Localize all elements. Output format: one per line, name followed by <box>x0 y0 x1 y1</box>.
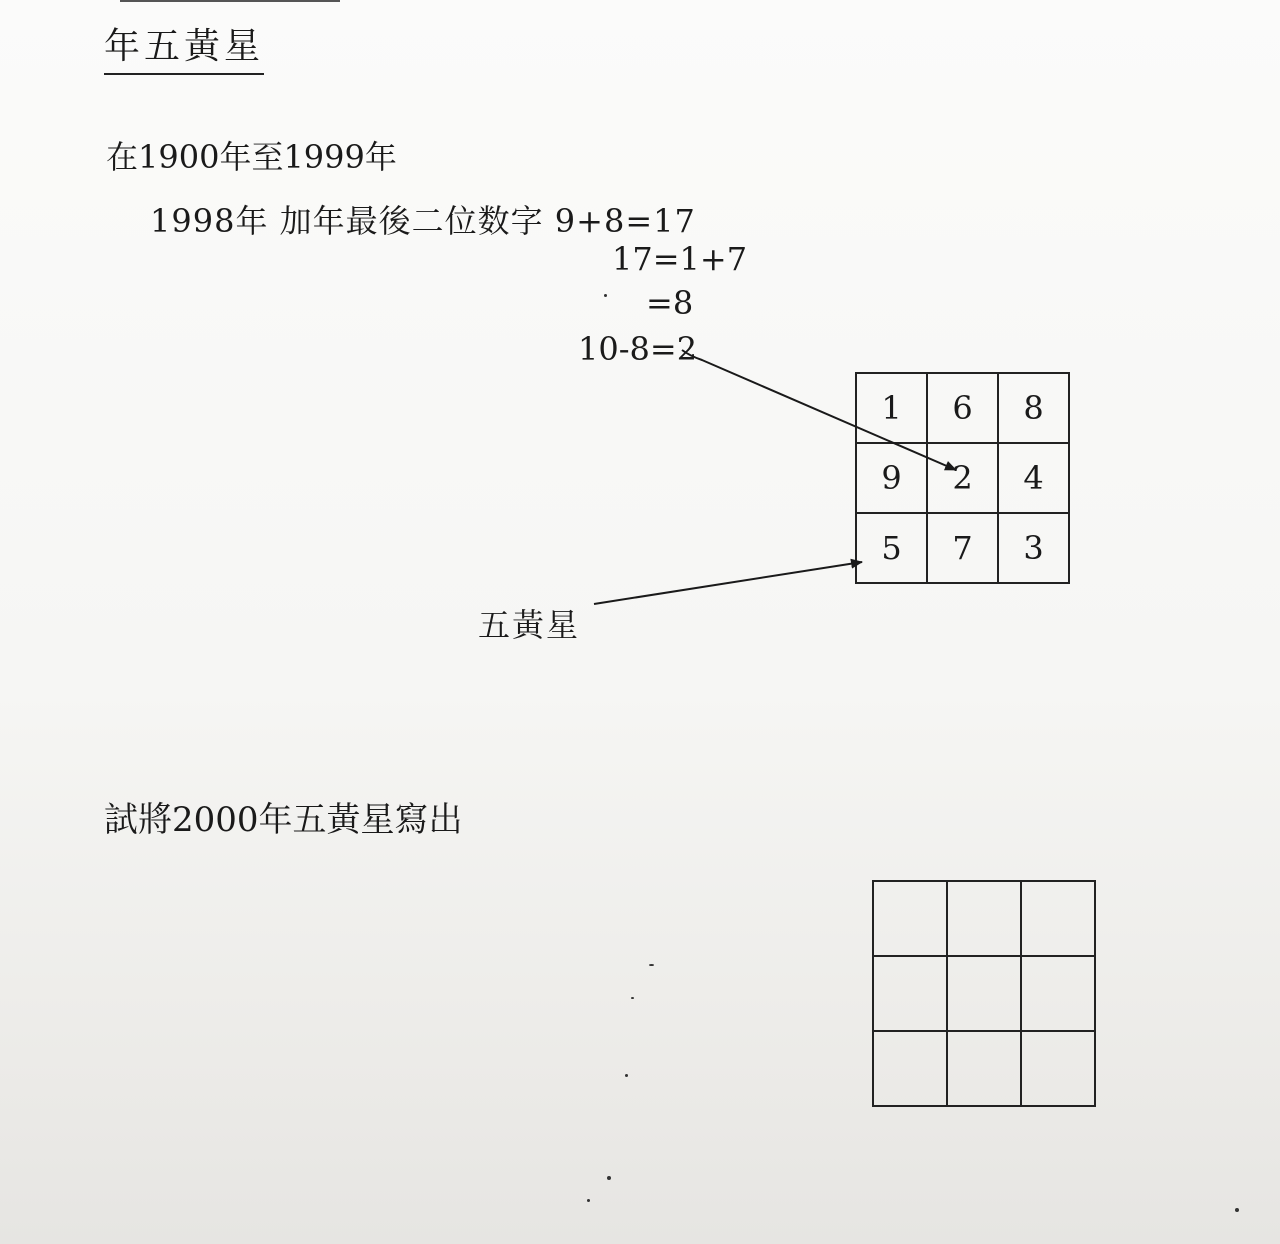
calculation-line-2: 17=1+7 <box>612 240 748 278</box>
calculation-line-4: 10-8=2 <box>578 330 698 368</box>
answer-cell[interactable] <box>947 1031 1021 1106</box>
calculation-line-3: =8 <box>646 284 694 322</box>
grid-row <box>873 1031 1095 1106</box>
grid-row <box>873 881 1095 956</box>
paper-speck <box>625 1074 628 1077</box>
paper-speck <box>587 1199 590 1202</box>
arrow-to-center-cell <box>682 350 956 470</box>
grid-cell: 7 <box>927 513 998 583</box>
year-range-text: 在1900年至1999年 <box>106 138 397 176</box>
calculation-line-1: 1998年 加年最後二位数字 9+8=17 <box>150 202 696 240</box>
grid-cell: 8 <box>998 373 1069 443</box>
answer-cell[interactable] <box>947 881 1021 956</box>
grid-cell: 3 <box>998 513 1069 583</box>
paper-speck <box>607 1176 611 1180</box>
answer-cell[interactable] <box>1021 881 1095 956</box>
answer-cell[interactable] <box>873 881 947 956</box>
paper-speck <box>631 997 634 999</box>
page-title: 年五黃星 <box>104 18 264 75</box>
grid-cell: 1 <box>856 373 927 443</box>
grid-cell: 2 <box>927 443 998 513</box>
grid-row <box>873 956 1095 1031</box>
answer-grid <box>872 880 1096 1107</box>
answer-cell[interactable] <box>873 1031 947 1106</box>
exercise-question: 試將2000年五黃星寫出 <box>104 800 463 840</box>
paper-speck <box>604 294 607 297</box>
paper-speck <box>649 964 654 966</box>
grid-cell: 5 <box>856 513 927 583</box>
answer-cell[interactable] <box>873 956 947 1031</box>
grid-cell: 4 <box>998 443 1069 513</box>
grid-cell: 6 <box>927 373 998 443</box>
answer-cell[interactable] <box>947 956 1021 1031</box>
answer-cell[interactable] <box>1021 1031 1095 1106</box>
arrow-to-star-cell <box>594 562 862 604</box>
paper-speck <box>1235 1208 1239 1212</box>
answer-cell[interactable] <box>1021 956 1095 1031</box>
grid-cell: 9 <box>856 443 927 513</box>
five-yellow-star-label: 五黃星 <box>478 606 581 644</box>
